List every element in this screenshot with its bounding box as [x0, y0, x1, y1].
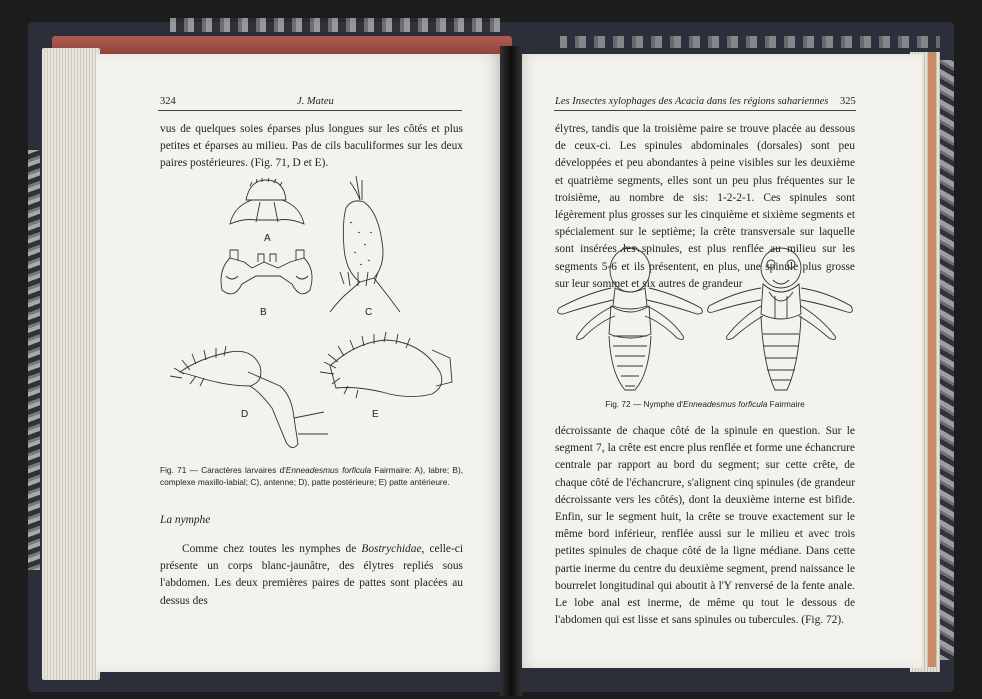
- right-paragraph-2: décroissante de chaque côté de la spinule en question. Sur le segment 7, la crête est encre plus renflée et forme une échancrure centrale par rapport au bord du segment; sur cette crête, de chaque côté de l'échancrure, s'alignent cinq spinules (de grandeur décroissante vers les côtés), dont la deuxième interne est bifide. Enfin, sur le segment huit, la crête se trouve exactement sur le même bord inférieur, renflée aussi sur le milieu et avec trois petites spinules de chaque côté de la ligne médiane. Dans cette partie inerme du centre du deuxième segment, prend naissance le bourrelet longitudinal qui aboutit à l'Y renversé de la fente anale. Le lobe anal est inerme, de même qu tout le dessous de l'abdomen qui est lisse et sans spinules ou tubercules. (Fig. 72).: [555, 425, 855, 627]
- figure-71-e-anterior-leg: [320, 332, 452, 398]
- figure-71-b-maxillo-labial: [221, 250, 312, 294]
- section-heading-nymphe: La nymphe: [160, 514, 211, 526]
- figure-71-d-posterior-leg: [170, 346, 328, 448]
- left-paragraph-2: Comme chez toutes les nymphes de Bostrychidae, celle-ci présente un corps blanc-jaunâtre, des élytres repliés sous l'abdomen. Les deux premières paires de pattes sont placées au dessus des: [160, 543, 463, 607]
- figure-71-label-a: A: [264, 233, 271, 244]
- right-paragraph-1: élytres, tandis que la troisième paire se trouve placée au dessous de ceux-ci. Les spinules abdominales (dorsales) sont peu développées et peu abondantes à peine visibles sur les deuxième et quatrième segments, elles sont un peu plus fréquentes sur le troisième, au nombre de sis: 1-2-2-1. Ces spinules sont légèrement plus grosses sur les cinquième et sixième segments et spécialement sur le septième; la crête transversale sur laquelle sont insérées les spinules, est plus renflée au milieu sur les segments 5-6 et ils présentent, en plus, une spinule plus grosse sur leur sommet et six autres de grandeur: [555, 123, 855, 290]
- marbled-cover-top-right: [560, 36, 940, 48]
- figure-72-caption: Fig. 72 — Nymphe d'Enneadesmus forficula Fairmaire: [605, 399, 805, 409]
- marbled-cover-left: [28, 150, 40, 570]
- figure-72-ventral-view: [708, 248, 853, 390]
- left-header-rule: [158, 110, 462, 111]
- left-page-number: 324: [160, 96, 176, 107]
- marbled-cover-right: [940, 60, 954, 660]
- figure-71-caption-species: Enneadesmus forficula: [285, 465, 372, 475]
- right-page-edge: [928, 52, 936, 667]
- figure-72-caption-species: Enneadesmus forficula: [682, 399, 768, 409]
- left-running-head: J. Mateu: [297, 96, 334, 107]
- figure-71-a-labrum: [230, 178, 304, 224]
- right-header-rule: [554, 110, 856, 111]
- figure-72-dorsal-view: [558, 247, 703, 390]
- figure-71-label-b: B: [260, 307, 267, 318]
- figure-71-label-e: E: [372, 409, 379, 420]
- book-gutter: [500, 46, 522, 696]
- left-page-stack: [42, 48, 100, 680]
- figure-71-c-antenna: [330, 176, 400, 312]
- left-paragraph-1: vus de quelques soies éparses plus longues sur les côtés et plus petites et éparses au milieu. Pas de cils baculiformes sur les deux paires postérieures. (Fig. 71, D et E).: [160, 123, 463, 170]
- figure-71: [160, 172, 460, 462]
- figure-72: [555, 244, 855, 394]
- figure-71-label-d: D: [241, 409, 249, 420]
- marbled-cover-top-left: [170, 18, 500, 32]
- right-page-number: 325: [840, 96, 856, 107]
- figure-71-caption: Fig. 71 — Caractères larvaires d'Enneadesmus forficula Fairmaire: A), labre; B), complexe maxillo-labial; C), antenne; D), patte postérieure; E) patte antérieure.: [160, 465, 464, 488]
- right-running-head: Les Insectes xylophages des Acacia dans les régions sahariennes: [555, 96, 829, 107]
- figure-71-label-c: C: [365, 307, 373, 318]
